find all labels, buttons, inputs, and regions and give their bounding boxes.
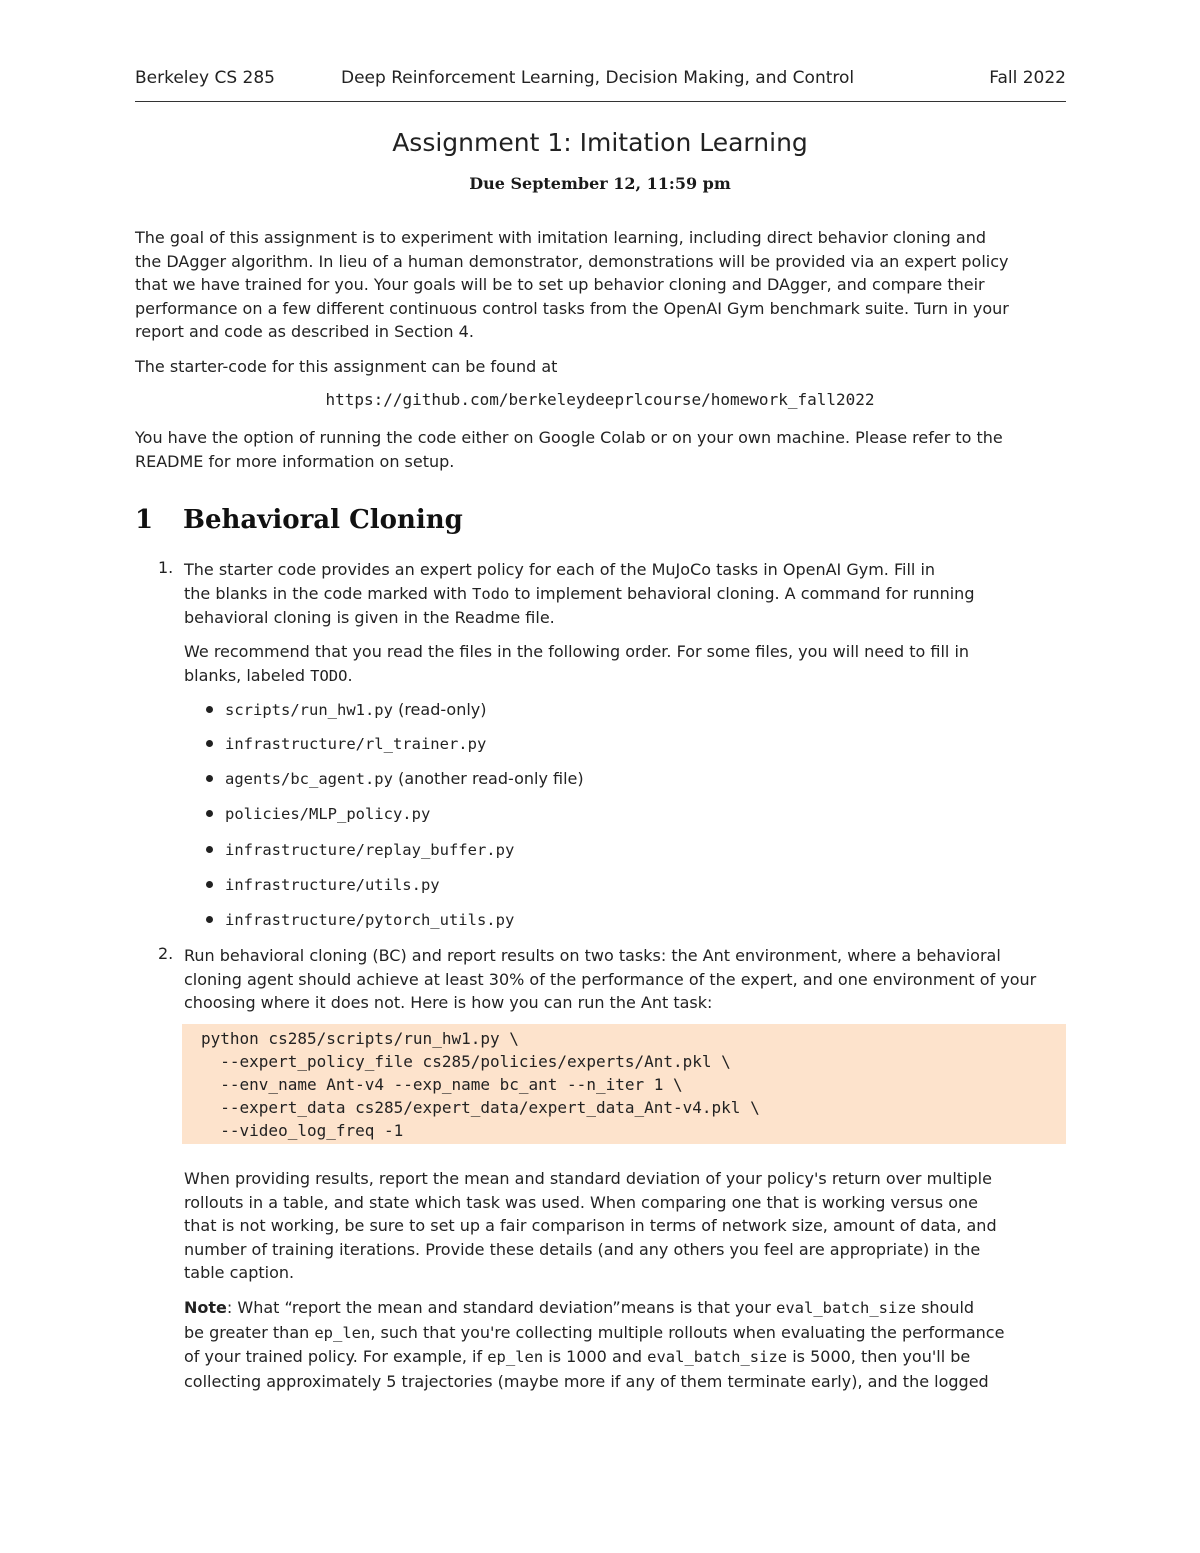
starter-code-text: The starter-code for this assignment can be found at xyxy=(135,357,558,376)
intro-paragraph xyxy=(135,226,1066,344)
code-span: Todo xyxy=(472,584,510,603)
code-span: ep_len xyxy=(314,1323,371,1342)
list-item xyxy=(206,734,486,753)
intro-line: The goal of this assignment is to experiment with imitation learning, including direct behavior cloning and xyxy=(135,228,987,247)
list-item xyxy=(206,910,514,929)
list-item xyxy=(206,840,514,859)
section-heading xyxy=(135,505,463,535)
file-path: infrastructure/pytorch_utils.py xyxy=(225,911,515,929)
item2-paragraph xyxy=(184,944,1066,1015)
results-line: rollouts in a table, and state which task was used. When comparing one that is working versus one xyxy=(184,1192,978,1212)
item2-line: cloning agent should achieve at least 30% of the performance of the expert, and one environment of your xyxy=(184,969,1037,989)
due-date: Due September 12, 11:59 pm xyxy=(469,174,731,193)
bullet-icon xyxy=(206,706,213,713)
header-course-title: Deep Reinforcement Learning, Decision Making, and Control xyxy=(341,68,855,88)
text-span: blanks, labeled xyxy=(184,665,311,685)
code-span: eval_batch_size xyxy=(776,1299,916,1317)
code-line: --expert_data cs285/expert_data/expert_data_Ant-v4.pkl \ xyxy=(201,1098,760,1117)
note-line xyxy=(184,1321,1066,1346)
header-course: Berkeley CS 285 xyxy=(135,68,275,88)
code-line: --video_log_freq -1 xyxy=(201,1121,404,1140)
text-span: . xyxy=(347,665,353,685)
note-line xyxy=(184,1345,1066,1370)
starter-code-url[interactable]: https://github.com/berkeleydeeprlcourse/homework_fall2022 xyxy=(325,390,875,409)
list-number: 2. xyxy=(158,944,174,963)
intro-line: that we have trained for you. Your goals will be to set up behavior cloning and DAgger, and compare their xyxy=(135,275,985,294)
note-line xyxy=(184,1296,1066,1321)
text-span: of your trained policy. For example, if xyxy=(184,1347,488,1366)
item1-line: behavioral cloning is given in the Readme file. xyxy=(184,608,555,627)
file-note: (another read-only file) xyxy=(392,769,584,788)
item1-line xyxy=(184,664,1066,689)
page-title: Assignment 1: Imitation Learning xyxy=(392,128,808,157)
list-item xyxy=(206,700,487,719)
results-line: number of training iterations. Provide these details (and any others you feel are appropriate) in the xyxy=(184,1239,981,1259)
results-line: that is not working, be sure to set up a fair comparison in terms of network size, amount of data, and xyxy=(184,1216,997,1235)
list-number: 1. xyxy=(158,558,174,577)
text-span: : What “report the mean and standard deviation”means is that your xyxy=(226,1298,776,1317)
item1-line: We recommend that you read the files in the following order. For some files, you will need to fill in xyxy=(184,642,970,661)
item2-line: choosing where it does not. Here is how you can run the Ant task: xyxy=(184,993,713,1012)
list-item xyxy=(206,769,584,788)
bullet-icon xyxy=(206,810,213,817)
results-line: When providing results, report the mean and standard deviation of your policy's return over multiple xyxy=(184,1169,992,1188)
note-paragraph xyxy=(184,1296,1066,1393)
header-rule xyxy=(135,101,1066,102)
list-item xyxy=(206,804,430,823)
item1-line xyxy=(184,582,1066,607)
text-span: be greater than xyxy=(184,1322,315,1342)
bullet-icon xyxy=(206,775,213,782)
file-path: scripts/run_hw1.py xyxy=(225,701,393,719)
text-span: is 5000, then you'll be xyxy=(787,1347,971,1366)
section-number: 1 xyxy=(135,505,154,535)
results-paragraph xyxy=(184,1167,1066,1285)
file-note: (read-only) xyxy=(392,700,487,719)
file-path: policies/MLP_policy.py xyxy=(225,805,431,823)
results-line: table caption. xyxy=(184,1263,295,1282)
code-span: eval_batch_size xyxy=(647,1348,788,1366)
bullet-icon xyxy=(206,740,213,747)
intro-line: the DAgger algorithm. In lieu of a human demonstrator, demonstrations will be provided via an expert policy xyxy=(135,251,1009,271)
item1-paragraph-2 xyxy=(184,640,1066,688)
intro-line: performance on a few different continuous control tasks from the OpenAI Gym benchmark suite. Turn in your xyxy=(135,298,1009,318)
colab-paragraph xyxy=(135,426,1066,473)
file-path: infrastructure/utils.py xyxy=(225,876,440,894)
item2-line: Run behavioral cloning (BC) and report results on two tasks: the Ant environment, where a behavioral xyxy=(184,946,1001,965)
file-path: infrastructure/replay_buffer.py xyxy=(225,841,515,859)
code-line: --expert_policy_file cs285/policies/experts/Ant.pkl \ xyxy=(201,1052,731,1071)
note-label: Note xyxy=(184,1298,227,1317)
code-block[interactable] xyxy=(182,1024,1066,1144)
bullet-icon xyxy=(206,916,213,923)
item1-line: The starter code provides an expert policy for each of the MuJoCo tasks in OpenAI Gym. Fill in xyxy=(184,560,936,579)
list-item xyxy=(206,875,440,894)
text-span: , such that you're collecting multiple rollouts when evaluating the performance xyxy=(370,1322,1005,1342)
text-span: should xyxy=(915,1298,975,1317)
item1-paragraph xyxy=(184,558,1066,630)
text-span: the blanks in the code marked with xyxy=(184,583,473,603)
running-header xyxy=(135,66,1066,102)
code-span: ep_len xyxy=(487,1348,544,1366)
code-line: --env_name Ant-v4 --exp_name bc_ant --n_iter 1 \ xyxy=(201,1075,683,1094)
colab-line: README for more information on setup. xyxy=(135,451,455,471)
code-line: python cs285/scripts/run_hw1.py \ xyxy=(201,1029,519,1048)
code-span: TODO xyxy=(310,666,348,685)
section-title: Behavioral Cloning xyxy=(183,505,463,535)
bullet-icon xyxy=(206,881,213,888)
note-line: collecting approximately 5 trajectories (maybe more if any of them terminate early), and the logged xyxy=(184,1371,989,1391)
bullet-icon xyxy=(206,846,213,853)
colab-line: You have the option of running the code either on Google Colab or on your own machine. Please refer to the xyxy=(135,428,1003,447)
header-term: Fall 2022 xyxy=(989,68,1066,88)
file-path: infrastructure/rl_trainer.py xyxy=(225,735,487,753)
file-path: agents/bc_agent.py xyxy=(225,770,393,788)
intro-line: report and code as described in Section 4. xyxy=(135,322,474,341)
text-span: to implement behavioral cloning. A command for running xyxy=(509,583,975,603)
text-span: is 1000 and xyxy=(543,1347,648,1366)
